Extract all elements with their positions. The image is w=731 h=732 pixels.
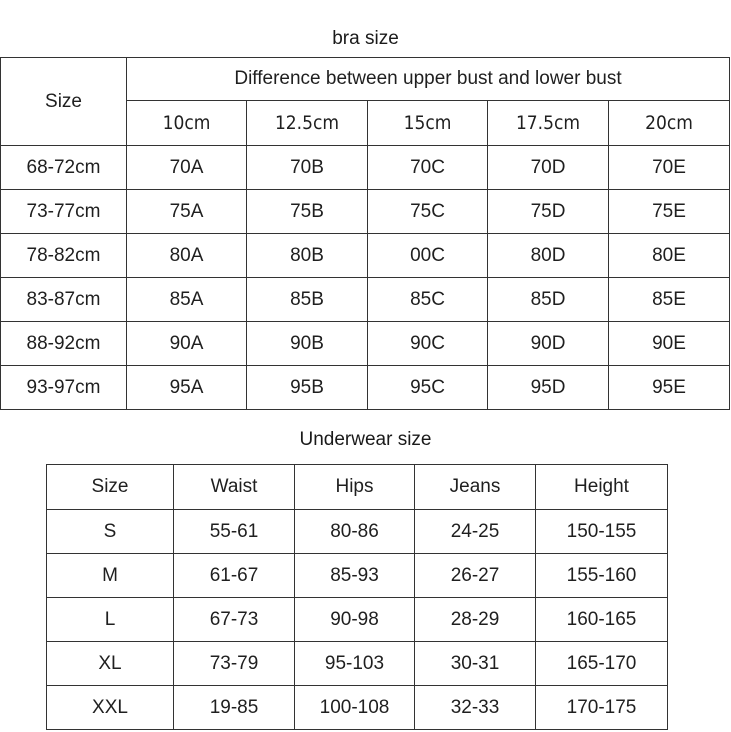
underwear-cell: 155-160 xyxy=(536,554,668,598)
table-row xyxy=(47,554,668,598)
bra-size-cell: 75D xyxy=(488,190,609,234)
bra-size-cell: 70B xyxy=(247,146,368,190)
bra-size-cell: 75A xyxy=(127,190,247,234)
bra-size-header: Size xyxy=(1,58,127,146)
bra-size-cell: 95A xyxy=(127,366,247,410)
underwear-cell: 165-170 xyxy=(536,642,668,686)
underwear-size-table xyxy=(46,464,668,730)
bra-size-cell: 90D xyxy=(488,322,609,366)
bra-header-row xyxy=(1,58,730,101)
table-row xyxy=(1,278,730,322)
underwear-column-header: Jeans xyxy=(415,465,536,510)
bra-size-cell: 95B xyxy=(247,366,368,410)
bra-size-cell: 75E xyxy=(609,190,730,234)
underwear-cell: 19-85 xyxy=(174,686,295,730)
underwear-column-header: Hips xyxy=(295,465,415,510)
bra-size-cell: 90C xyxy=(368,322,488,366)
underwear-cell: 160-165 xyxy=(536,598,668,642)
bra-size-cell: 80A xyxy=(127,234,247,278)
underwear-cell: 67-73 xyxy=(174,598,295,642)
underwear-cell: 80-86 xyxy=(295,510,415,554)
bra-band-size: 83-87cm xyxy=(1,278,127,322)
underwear-cell: 150-155 xyxy=(536,510,668,554)
underwear-column-header: Height xyxy=(536,465,668,510)
bra-diff-column-header: 10cm xyxy=(127,101,247,146)
bra-size-title: bra size xyxy=(332,28,399,49)
bra-diff-column-header: 20cm xyxy=(609,101,730,146)
bra-size-cell: 85E xyxy=(609,278,730,322)
bra-band-size: 68-72cm xyxy=(1,146,127,190)
bra-diff-column-header: 12.5cm xyxy=(247,101,368,146)
table-row xyxy=(1,234,730,278)
underwear-cell: 85-93 xyxy=(295,554,415,598)
underwear-header-row xyxy=(47,465,668,510)
bra-band-size: 78-82cm xyxy=(1,234,127,278)
bra-size-cell: 75B xyxy=(247,190,368,234)
bra-size-cell: 85A xyxy=(127,278,247,322)
table-row xyxy=(47,510,668,554)
underwear-cell: S xyxy=(47,510,174,554)
table-row xyxy=(1,190,730,234)
underwear-column-header: Waist xyxy=(174,465,295,510)
underwear-cell: XXL xyxy=(47,686,174,730)
underwear-cell: 95-103 xyxy=(295,642,415,686)
bra-size-table xyxy=(0,57,730,410)
bra-size-cell: 70E xyxy=(609,146,730,190)
underwear-cell: 100-108 xyxy=(295,686,415,730)
bra-size-cell: 00C xyxy=(368,234,488,278)
bra-size-cell: 95E xyxy=(609,366,730,410)
underwear-cell: 61-67 xyxy=(174,554,295,598)
bra-size-cell: 70A xyxy=(127,146,247,190)
bra-size-cell: 90A xyxy=(127,322,247,366)
bra-size-cell: 70D xyxy=(488,146,609,190)
underwear-cell: 73-79 xyxy=(174,642,295,686)
underwear-cell: 170-175 xyxy=(536,686,668,730)
bra-size-cell: 90E xyxy=(609,322,730,366)
bra-size-cell: 85B xyxy=(247,278,368,322)
table-row xyxy=(47,686,668,730)
underwear-cell: L xyxy=(47,598,174,642)
bra-size-cell: 85D xyxy=(488,278,609,322)
underwear-column-header: Size xyxy=(47,465,174,510)
underwear-cell: M xyxy=(47,554,174,598)
underwear-cell: 28-29 xyxy=(415,598,536,642)
bra-diff-column-header: 17.5cm xyxy=(488,101,609,146)
bra-size-cell: 85C xyxy=(368,278,488,322)
bra-band-size: 73-77cm xyxy=(1,190,127,234)
bra-size-cell: 80D xyxy=(488,234,609,278)
bra-band-size: 93-97cm xyxy=(1,366,127,410)
table-row xyxy=(1,322,730,366)
underwear-cell: 24-25 xyxy=(415,510,536,554)
table-row xyxy=(1,366,730,410)
bra-size-cell: 80B xyxy=(247,234,368,278)
table-row xyxy=(47,598,668,642)
underwear-cell: 90-98 xyxy=(295,598,415,642)
bra-size-cell: 75C xyxy=(368,190,488,234)
bra-size-cell: 95D xyxy=(488,366,609,410)
bra-band-size: 88-92cm xyxy=(1,322,127,366)
underwear-cell: 26-27 xyxy=(415,554,536,598)
table-row xyxy=(1,146,730,190)
underwear-cell: 32-33 xyxy=(415,686,536,730)
table-row xyxy=(47,642,668,686)
bra-difference-header: Difference between upper bust and lower bust xyxy=(127,58,730,101)
bra-size-cell: 95C xyxy=(368,366,488,410)
underwear-cell: XL xyxy=(47,642,174,686)
underwear-size-title: Underwear size xyxy=(299,429,432,450)
bra-size-cell: 80E xyxy=(609,234,730,278)
bra-size-cell: 70C xyxy=(368,146,488,190)
underwear-cell: 55-61 xyxy=(174,510,295,554)
bra-diff-column-header: 15cm xyxy=(368,101,488,146)
underwear-cell: 30-31 xyxy=(415,642,536,686)
bra-size-cell: 90B xyxy=(247,322,368,366)
